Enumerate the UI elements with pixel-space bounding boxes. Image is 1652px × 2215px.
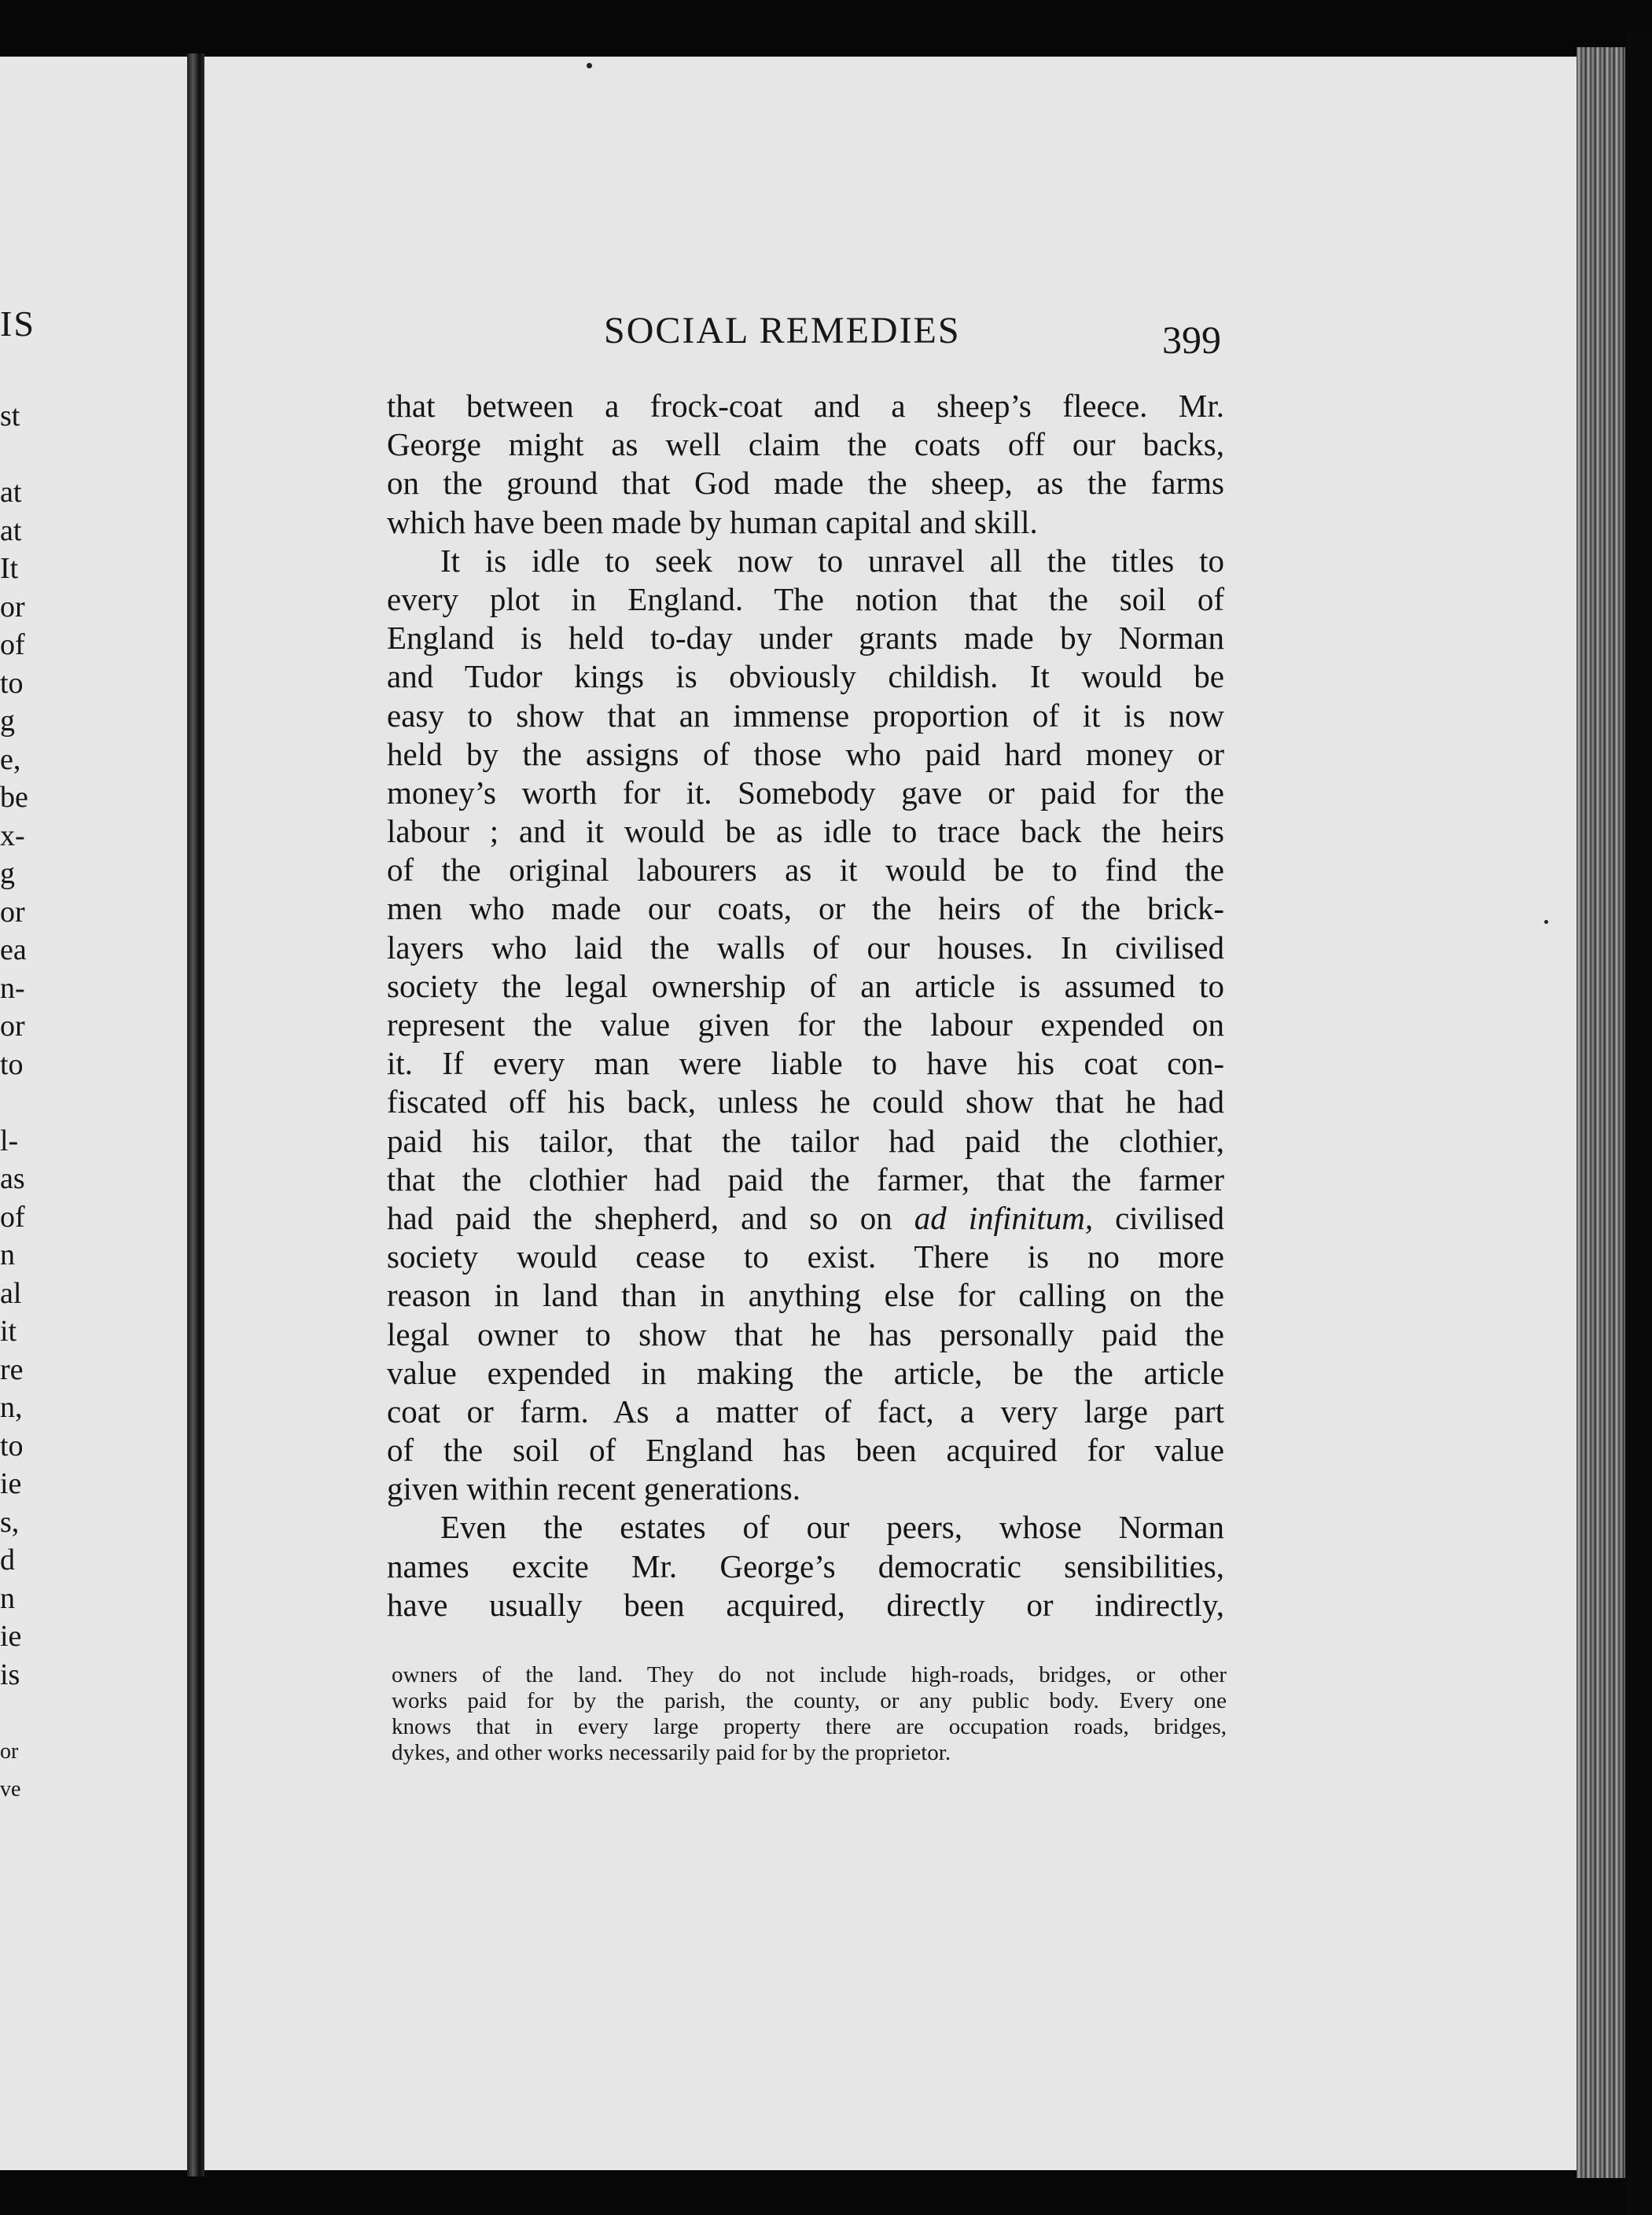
- text-line: of the soil of England has been acquired for value: [387, 1432, 1224, 1469]
- footnote-line: knows that in every large property there are occupation roads, bridges,: [392, 1714, 1227, 1739]
- left-page-fragments: [0, 305, 47, 1809]
- text-segment: had paid the shepherd, and so on: [387, 1199, 892, 1236]
- text-line: it. If every man were liable to have his coat con-: [387, 1045, 1224, 1082]
- text-line: of the original labourers as it would be to find the: [387, 852, 1224, 889]
- text-line: every plot in England. The notion that the soil of: [387, 580, 1224, 617]
- left-page-fragment: of: [0, 1200, 25, 1234]
- page-edge-stack: [1577, 47, 1625, 2178]
- text-line: that the clothier had paid the farmer, that the farmer: [387, 1161, 1224, 1198]
- text-line-with-italic: [387, 1199, 1224, 1238]
- left-page-fragment: x-: [0, 819, 25, 852]
- left-page-fragment: be: [0, 781, 28, 814]
- left-page-fragment: it: [0, 1315, 17, 1348]
- text-line: which have been made by human capital and skill.: [387, 503, 1038, 540]
- left-page-fragment: g: [0, 705, 15, 738]
- left-page-fragment: re: [0, 1352, 24, 1386]
- scan-edge-shadow: [1625, 31, 1652, 2215]
- left-page-fragment: at: [0, 476, 22, 509]
- text-line: It is idle to seek now to unravel all the titles to: [440, 542, 1224, 579]
- text-line: men who made our coats, or the heirs of the brick-: [387, 890, 1224, 927]
- text-line: names excite Mr. George’s democratic sensibilities,: [387, 1547, 1224, 1584]
- left-page-fragment: or: [0, 590, 25, 624]
- text-line: Even the estates of our peers, whose Norman: [440, 1509, 1224, 1546]
- text-line: represent the value given for the labour expended on: [387, 1006, 1224, 1043]
- text-line: society would cease to exist. There is no more: [387, 1238, 1224, 1275]
- left-page-fragment: of: [0, 628, 25, 661]
- left-page-fragment: e,: [0, 742, 21, 776]
- left-page-fragment: ie: [0, 1467, 22, 1500]
- left-page-fragment: is: [0, 1658, 20, 1691]
- text-line: legal owner to show that he has personally paid the: [387, 1315, 1224, 1352]
- left-page-fragment: or: [0, 895, 25, 929]
- text-line: easy to show that an immense proportion of it is now: [387, 697, 1224, 734]
- text-line: have usually been acquired, directly or indirectly,: [387, 1586, 1224, 1623]
- page-number: 399: [1162, 318, 1221, 362]
- text-line: and Tudor kings is obviously childish. It would be: [387, 658, 1224, 695]
- left-page-fragment: n-: [0, 971, 25, 1005]
- left-page-fragment: as: [0, 1162, 25, 1195]
- speck-mark: [1544, 920, 1548, 924]
- text-line: reason in land than in anything else for calling on the: [387, 1277, 1224, 1314]
- left-page-fragment: It: [0, 552, 19, 585]
- footnote-line: dykes, and other works necessarily paid for by the proprietor.: [392, 1740, 951, 1765]
- left-page-fragment: [0, 436, 47, 475]
- speck-mark: [587, 63, 592, 68]
- left-page-fragment: to: [0, 1047, 24, 1081]
- left-page-fragment: n,: [0, 1391, 23, 1424]
- text-line: given within recent generations.: [387, 1470, 800, 1507]
- text-segment: civilised: [1115, 1199, 1224, 1236]
- left-page-fragment: l-: [0, 1124, 19, 1157]
- text-line: money’s worth for it. Somebody gave or paid for the: [387, 774, 1224, 811]
- footnote: [392, 1662, 1227, 1766]
- left-page-fragment: n: [0, 1581, 15, 1615]
- body-text: [387, 387, 1224, 1624]
- text-line: on the ground that God made the sheep, as the farms: [387, 465, 1224, 502]
- text-line: held by the assigns of those who paid hard money or: [387, 735, 1224, 772]
- footnote-line: owners of the land. They do not include high-roads, bridges, or other: [392, 1662, 1227, 1687]
- text-line: labour ; and it would be as idle to trace back the heirs: [387, 813, 1224, 850]
- left-page-fragment: to: [0, 1429, 24, 1463]
- left-page-fragment: d: [0, 1544, 15, 1577]
- text-line: society the legal ownership of an article is assumed to: [387, 967, 1224, 1004]
- left-page-fragment: n: [0, 1238, 15, 1271]
- text-line: fiscated off his back, unless he could show that he had: [387, 1084, 1224, 1120]
- left-page-fragment: [0, 1084, 47, 1123]
- footnote-line: works paid for by the parish, the county, or any public body. Every one: [392, 1688, 1227, 1713]
- italic-phrase: ad infinitum,: [914, 1199, 1094, 1236]
- book-gutter: [187, 53, 204, 2176]
- text-line: George might as well claim the coats off our backs,: [387, 426, 1224, 463]
- text-line: that between a frock-coat and a sheep’s fleece. Mr.: [387, 388, 1224, 424]
- left-page-fragment: ea: [0, 933, 27, 966]
- left-page-fragment: g: [0, 857, 15, 890]
- left-page-fragment: to: [0, 666, 24, 700]
- left-page-heading: IS: [0, 304, 35, 344]
- text-line: paid his tailor, that the tailor had paid the clothier,: [387, 1122, 1224, 1159]
- left-page-fragment: ie: [0, 1620, 22, 1653]
- left-page-fragment: at: [0, 513, 22, 547]
- text-line: England is held to-day under grants made by Norman: [387, 620, 1224, 657]
- left-page-fragment: st: [0, 399, 20, 432]
- left-page-fragment: ve: [0, 1777, 21, 1801]
- text-line: coat or farm. As a matter of fact, a very large part: [387, 1393, 1224, 1429]
- left-page-fragment: al: [0, 1276, 22, 1310]
- text-line: value expended in making the article, be the article: [387, 1354, 1224, 1391]
- left-page-fragment: or: [0, 1010, 25, 1043]
- left-page-fragment: or: [0, 1739, 19, 1764]
- running-title: SOCIAL REMEDIES: [604, 310, 961, 351]
- left-page-fragment: [0, 1694, 47, 1733]
- left-page-fragment: s,: [0, 1505, 20, 1539]
- text-line: layers who laid the walls of our houses. In civilised: [387, 929, 1224, 966]
